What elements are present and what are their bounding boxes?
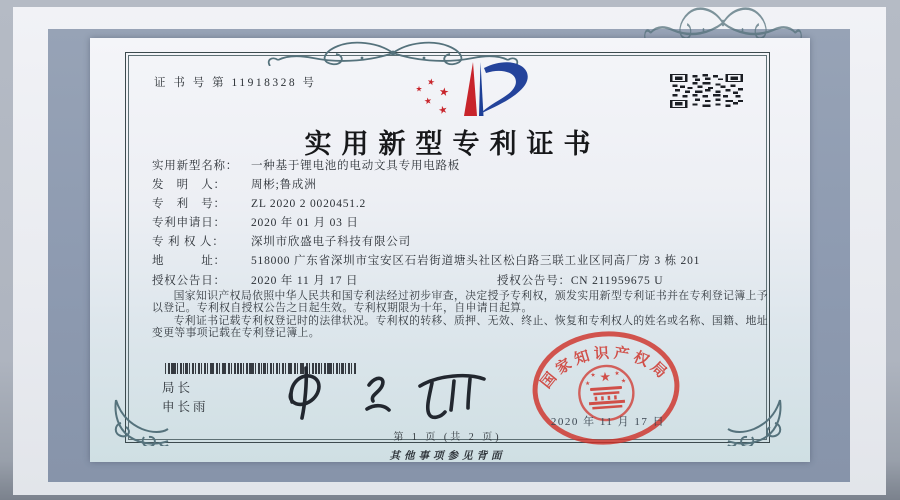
director-title: 局长 [162,381,194,395]
field-label: 发 明 人： [152,179,226,192]
field-row-patent-number [152,197,768,212]
field-value: 周彬;鲁成洲 [251,179,317,192]
certificate-title: 实用新型专利证书 [304,129,601,159]
director-block [162,379,209,416]
qr-code-icon [670,74,743,108]
field-label: 地 址： [152,255,226,268]
back-side-note: 其他事项参见背面 [389,451,506,462]
field-label: 授权公告日： [152,274,226,287]
field-value: ZL 2020 2 0020451.2 [251,198,367,211]
field-value: 深圳市欣盛电子科技有限公司 [251,236,411,249]
field-row-filing-date [152,216,768,231]
seal-org-text: 国家知识产权局 [538,345,673,392]
field-label: 专利申请日： [152,217,226,230]
field-row-inventor [152,178,768,193]
director-signature [272,364,504,422]
field-value: 一种基于锂电池的电动文具专用电路板 [251,160,461,172]
field-row-utility-model-name [152,159,768,174]
field-label: 专 利 权 人： [152,236,225,249]
legal-paragraph: 国家知识产权局依照中华人民共和国专利法经过初步审查，决定授予专利权，颁发实用新型专利证书并在专利登记簿上予以登记。专利权自授权公告之日起生效。专利权期限为十年，自申请日起算。 [152,290,768,315]
cnipa-patent-logo-icon [410,56,538,122]
legal-paragraph: 专利证书记载专利权登记时的法律状况。专利权的转移、质押、无效、终止、恢复和专利权人的姓名或名称、国籍、地址变更等事项记载在专利登记簿上。 [152,314,768,340]
field-label: 授权公告号： [497,274,571,287]
field-row-grant [152,274,768,289]
field-label: 实用新型名称： [152,160,239,172]
grant-number: CN 211959675 U [570,274,664,287]
grant-stamp-date: 2020 年 11 月 17 日 [550,416,666,428]
page-number: 第 1 页 (共 2 页) [393,432,502,443]
certificate-paper [90,38,810,462]
certificate-number: 证 书 号 第 11918328 号 [154,77,317,89]
field-value: 518000 广东省深圳市宝安区石岩街道塘头社区松白路三联工业区同高厂房 3 栋 201 [251,255,701,268]
field-row-address [152,254,768,269]
patent-fields [152,159,768,340]
field-row-patentee [152,235,768,250]
lace-ornament-top-right [638,5,808,41]
director-name: 申长雨 [162,399,209,414]
field-value: 2020 年 01 月 03 日 [251,217,359,230]
field-label: 专 利 号： [152,198,226,211]
grant-date: 2020 年 11 月 17 日 [251,274,359,287]
